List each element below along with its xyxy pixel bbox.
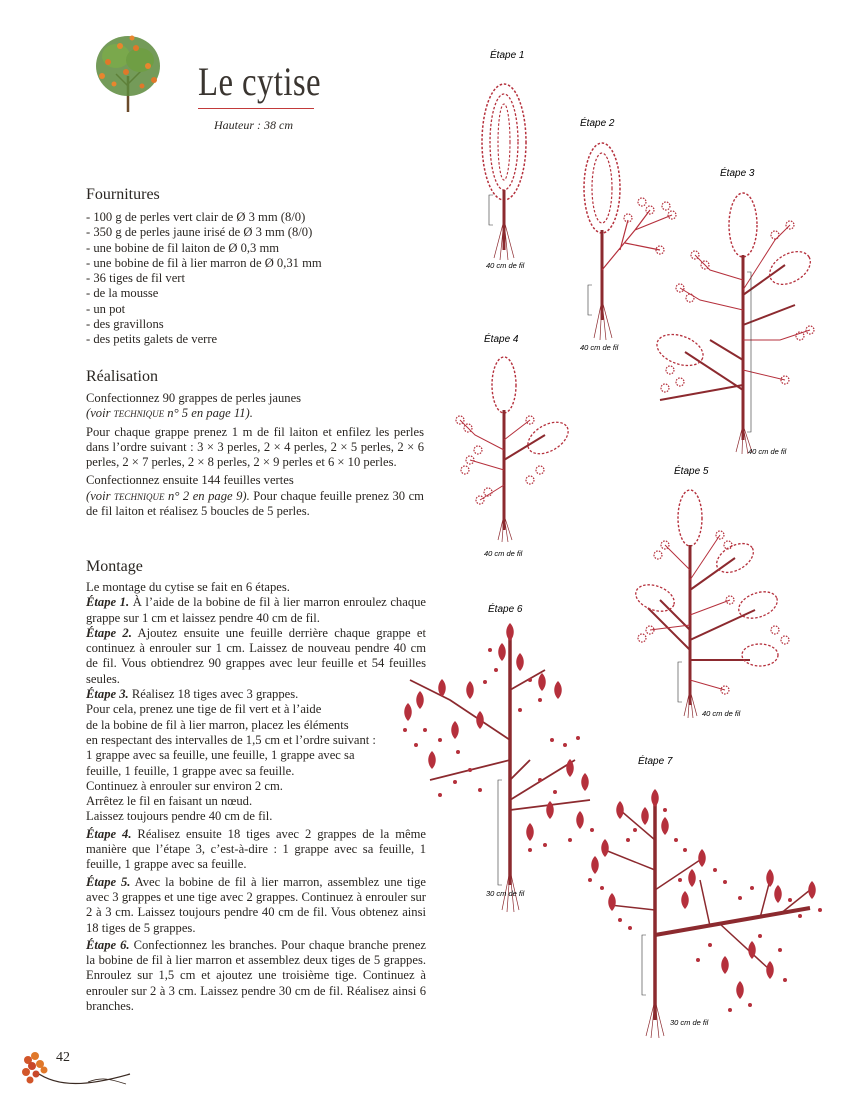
step7-label: Étape 7 bbox=[638, 756, 673, 767]
step-paragraph: Étape 3. Réalisez 18 tiges avec 3 grappes. Pour cela, prenez une tige de fil vert et à l’aide de la bobine de fil à lier marron, placez les éléments en respectant des intervalles de 1,5 cm et l’ordre suivant : 1 grappe avec sa feuille, une feuille, 1 grappe avec sa feuille, 1 feuille, 1 grappe avec sa feuille. Continuez à enrouler sur environ 2 cm. Arrêtez le fil en faisant un nœud. Laissez toujours pendre 40 cm de fil. bbox=[86, 687, 376, 824]
realisation-heading: Réalisation bbox=[86, 368, 158, 385]
step-paragraph: Étape 4. Réalisez ensuite 18 tiges avec 2 grappes de la même manière que l’étape 3, c’est-à-dire : 1 grappe avec sa feuille, 1 feuille, 1 grappe avec sa feuille. bbox=[86, 826, 426, 872]
step-label: Étape 5. bbox=[86, 874, 131, 889]
technique-reference: (voir technique n° 2 en page 9). bbox=[86, 488, 250, 503]
step-paragraph: Étape 5. Avec la bobine de fil à lier marron, assemblez une tige avec 3 grappes et une tige avec 2 grappes. Continuez à enrouler sur 2 à 3 cm. Laissez toujours pendre 40 cm de fil. Vous obtenez ainsi 18 tiges de 5 grappes. bbox=[86, 874, 426, 935]
step5-fil: 40 cm de fil bbox=[702, 709, 741, 718]
technique-reference: (voir technique n° 5 en page 11). bbox=[86, 406, 253, 421]
realisation-text: Confectionnez ensuite 144 feuilles vertes bbox=[86, 473, 294, 488]
list-item: - de la mousse bbox=[86, 286, 159, 301]
realisation-text: Confectionnez 90 grappes de perles jaunes bbox=[86, 391, 302, 405]
step-label: Étape 3. bbox=[86, 687, 129, 702]
step-label: Étape 1. bbox=[86, 595, 130, 610]
tree-illustration-icon bbox=[86, 26, 176, 116]
step5-label: Étape 5 bbox=[674, 466, 709, 477]
step-label: Étape 6. bbox=[86, 937, 130, 952]
height-subtitle: Hauteur : 38 cm bbox=[214, 118, 293, 132]
title-divider bbox=[198, 108, 314, 109]
step1-figure bbox=[482, 40, 560, 270]
berry-sprig-icon bbox=[18, 1046, 133, 1096]
step-paragraph: Étape 6. Confectionnez les branches. Pour chaque branche prenez la bobine de fil à lier marron et assemblez deux tiges de 5 grappes. Enroulez sur 1,5 cm et ajoutez une troisième tige. Continuez à enrouler sur 2 à 3 cm. Laissez pendre 30 cm de fil. Réalisez ainsi 6 branches. bbox=[86, 937, 426, 1014]
list-item: - un pot bbox=[86, 301, 126, 316]
step7-fil: 30 cm de fil bbox=[670, 1018, 709, 1027]
step2-figure bbox=[580, 40, 676, 352]
realisation-text: Pour chaque feuille prenez 30 cm de fil laiton et réalisez 5 boucles de 5 perles. bbox=[86, 488, 424, 519]
list-item: - une bobine de fil à lier marron de Ø 0,31 mm bbox=[86, 255, 322, 270]
fournitures-list bbox=[86, 210, 322, 348]
step-label: Étape 2. bbox=[86, 625, 132, 640]
list-item: - 100 g de perles vert clair de Ø 3 mm (8/0) bbox=[86, 210, 306, 224]
step-label: Étape 4. bbox=[86, 826, 132, 841]
fournitures-heading: Fournitures bbox=[86, 186, 160, 203]
list-item: - des gravillons bbox=[86, 317, 164, 332]
realisation-paragraph bbox=[86, 391, 424, 422]
realisation-body bbox=[86, 391, 424, 522]
list-item: - 350 g de perles jaune irisé de Ø 3 mm (8/0) bbox=[86, 225, 313, 240]
steps-illustrations bbox=[380, 40, 840, 1100]
step4-fil: 40 cm de fil bbox=[484, 549, 523, 558]
step2-fil: 40 cm de fil bbox=[580, 343, 619, 352]
list-item: - 36 tiges de fil vert bbox=[86, 271, 185, 286]
step6-fil: 30 cm de fil bbox=[486, 889, 525, 898]
step6-beads bbox=[403, 648, 594, 852]
list-item: - une bobine de fil laiton de Ø 0,3 mm bbox=[86, 240, 280, 255]
montage-body bbox=[86, 580, 426, 1014]
step3-fil: 40 cm de fil bbox=[748, 447, 787, 456]
step4-figure bbox=[456, 332, 574, 558]
page-title: Le cytise bbox=[198, 59, 321, 104]
step1-fil: 40 cm de fil bbox=[486, 261, 525, 270]
montage-heading: Montage bbox=[86, 558, 143, 575]
step6-figure bbox=[403, 40, 840, 912]
step1-label: Étape 1 bbox=[490, 50, 525, 61]
step7-figure bbox=[588, 40, 840, 1038]
step6-label: Étape 6 bbox=[488, 604, 523, 615]
step3-label: Étape 3 bbox=[720, 168, 755, 179]
montage-intro: Le montage du cytise se fait en 6 étapes. bbox=[86, 580, 290, 594]
realisation-paragraph bbox=[86, 473, 424, 519]
step5-figure bbox=[632, 40, 840, 718]
page-number: 42 bbox=[56, 1050, 70, 1065]
step-paragraph: Étape 1. À l’aide de la bobine de fil à lier marron enroulez chaque grappe sur 1 cm et laissez pendre 40 cm de fil. bbox=[86, 595, 426, 625]
step-paragraph: Étape 2. Ajoutez ensuite une feuille derrière chaque grappe et continuez à enrouler sur 1 cm. Laissez de nouveau pendre 40 cm de fil. Vous obtiendrez 90 grappes avec leur feuille et 54 feuilles seules. bbox=[86, 625, 426, 686]
step2-label: Étape 2 bbox=[580, 118, 615, 129]
step4-label: Étape 4 bbox=[484, 334, 519, 345]
realisation-paragraph: Pour chaque grappe prenez 1 m de fil laiton et enfilez les perles dans l’ordre suivant : 3 × 3 perles, 2 × 4 perles, 2 × 5 perles, 2 × 6 perles, 2 × 7 perles, 2 × 8 perles, 2 × 9 perles et 6 × 10 perles. bbox=[86, 424, 424, 470]
list-item: - des petits galets de verre bbox=[86, 332, 218, 347]
